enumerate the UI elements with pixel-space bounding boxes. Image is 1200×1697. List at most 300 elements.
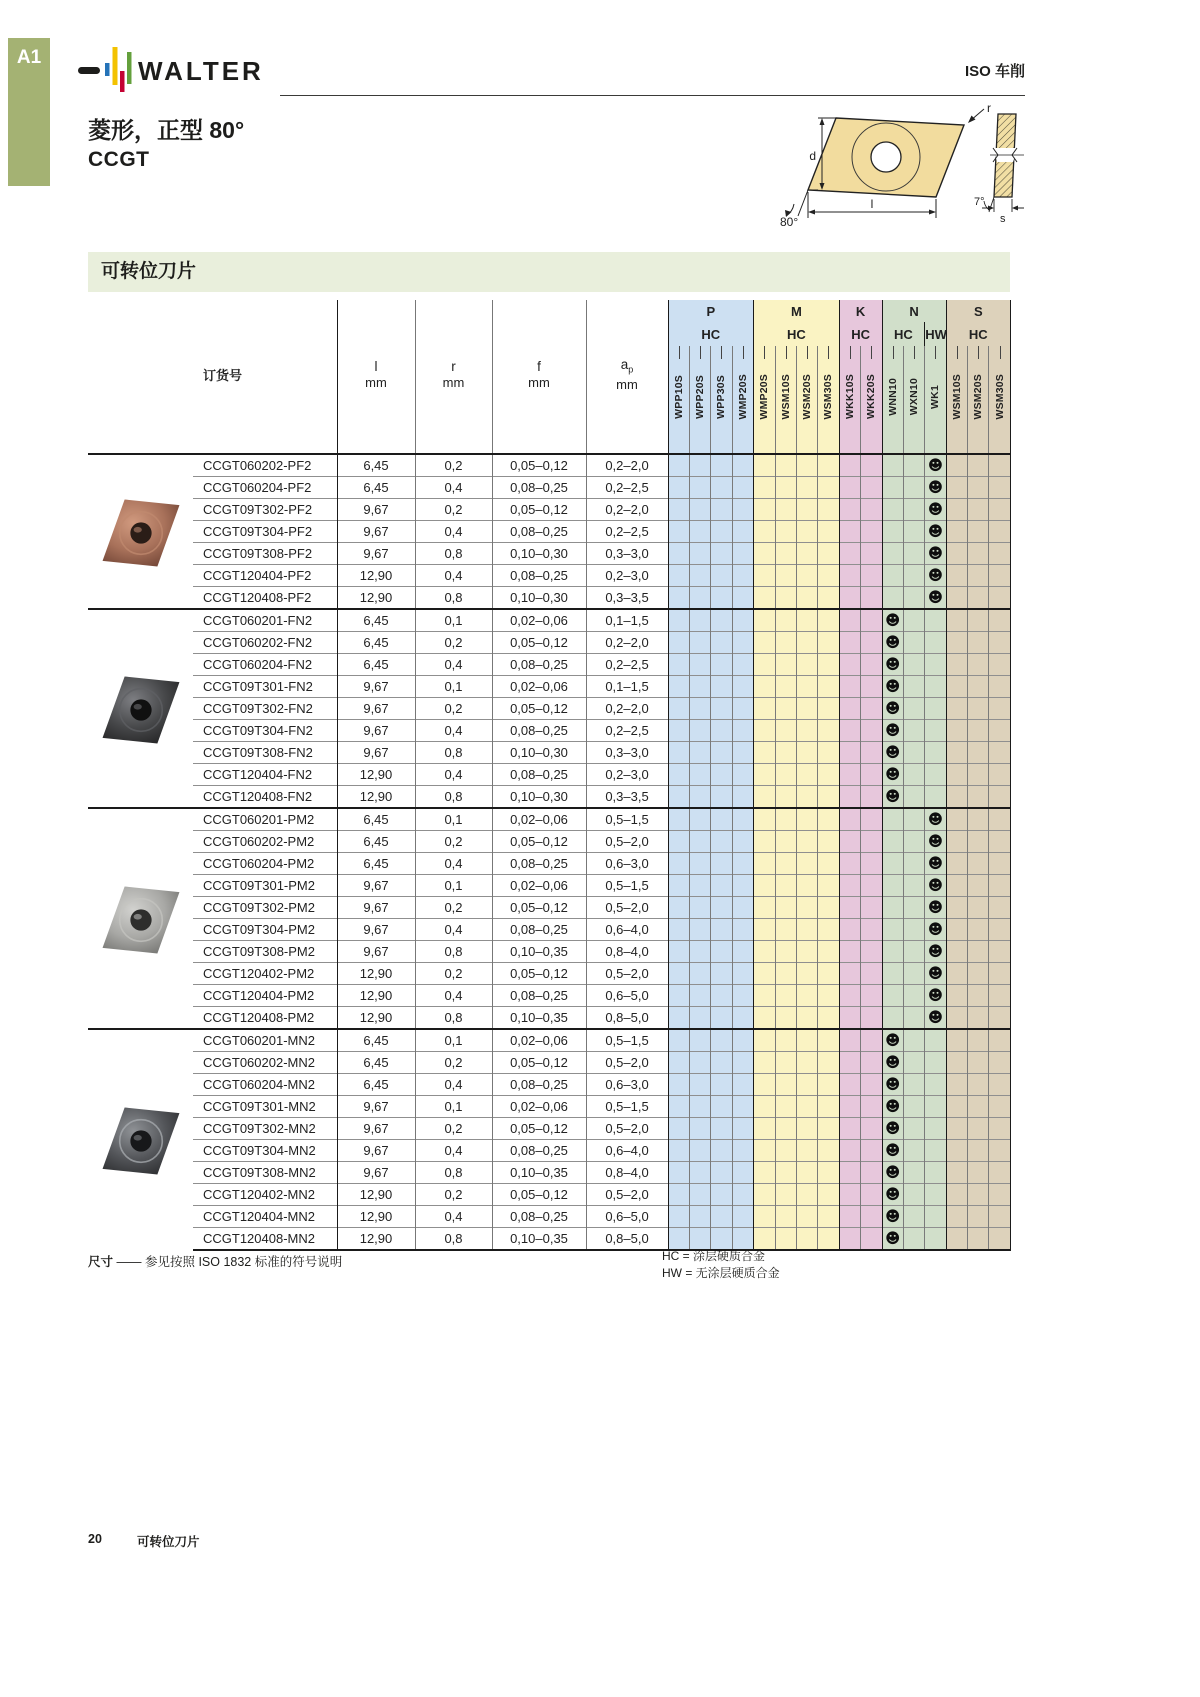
- header-tick: [743, 346, 744, 359]
- grade-cell: [689, 1029, 710, 1052]
- grade-cell: [861, 698, 882, 720]
- grade-cell: [925, 985, 946, 1007]
- grade-cell: [861, 1029, 882, 1052]
- grade-cell: [754, 897, 775, 919]
- grade-cell: [796, 632, 817, 654]
- grade-cell: [754, 875, 775, 897]
- grade-cell: [861, 897, 882, 919]
- first-choice-smiley-icon: ☻: [927, 855, 944, 872]
- dimension-cell-l: 9,67: [337, 1162, 415, 1184]
- grade-cell: [946, 1096, 967, 1118]
- grade-cell: [968, 1029, 989, 1052]
- grade-cell: [925, 919, 946, 941]
- grade-cell: [968, 941, 989, 963]
- logo-bar-blue: [105, 63, 110, 76]
- grade-cell: [925, 764, 946, 786]
- page-subtitle: CCGT: [88, 148, 150, 171]
- grade-cell: [754, 587, 775, 610]
- grade-cell: [732, 1074, 753, 1096]
- grade-cell: [903, 985, 924, 1007]
- grade-cell: [775, 1228, 796, 1251]
- grade-cell: [882, 1118, 903, 1140]
- dimension-cell-l: 6,45: [337, 454, 415, 477]
- header-tick: [764, 346, 765, 359]
- dimension-cell-l: 9,67: [337, 742, 415, 764]
- grade-cell: [775, 742, 796, 764]
- dimension-cell-l: 9,67: [337, 941, 415, 963]
- grade-cell: [925, 853, 946, 875]
- grade-cell: [946, 808, 967, 831]
- first-choice-smiley-icon: ☻: [885, 1164, 901, 1181]
- header-tick: [871, 346, 872, 359]
- grade-cell: [968, 1052, 989, 1074]
- grade-cell: [711, 609, 732, 632]
- grade-cell: [968, 897, 989, 919]
- grade-cell: [968, 632, 989, 654]
- grade-cell: [882, 919, 903, 941]
- grade-cell: [968, 1074, 989, 1096]
- grade-cell: [711, 654, 732, 676]
- grade-cell: [711, 676, 732, 698]
- grade-cell: [861, 1206, 882, 1228]
- grade-cell: [839, 565, 860, 587]
- grade-cell: [668, 587, 689, 610]
- grade-cell: [668, 919, 689, 941]
- grade-cell: [946, 1140, 967, 1162]
- dimension-cell-l: 9,67: [337, 1140, 415, 1162]
- param-header-l: l mm: [337, 300, 415, 454]
- first-choice-smiley-icon: ☻: [885, 722, 901, 739]
- product-code-cell: CCGT060202-PF2: [193, 454, 337, 477]
- grade-label: WMP20S: [758, 373, 771, 420]
- grade-cell: [968, 1096, 989, 1118]
- walter-logo-graphic: [78, 44, 263, 96]
- grade-cell: [925, 565, 946, 587]
- dimension-cell-f: 0,10–0,30: [492, 742, 586, 764]
- grade-cell: [903, 477, 924, 499]
- grade-cell: [861, 587, 882, 610]
- grade-cell: [732, 587, 753, 610]
- grade-cell: [818, 1184, 839, 1206]
- dimension-cell-l: 6,45: [337, 808, 415, 831]
- grade-label: WNN10: [886, 377, 899, 416]
- grade-cell: [839, 609, 860, 632]
- grade-cell: [989, 499, 1010, 521]
- table-row: [88, 853, 1010, 875]
- dimension-cell-ap: 0,2–2,5: [586, 654, 668, 676]
- table-row: [88, 676, 1010, 698]
- param-header-a: $a_p$ mm: [586, 300, 668, 454]
- grade-cell: [775, 764, 796, 786]
- product-code-cell: CCGT09T308-FN2: [193, 742, 337, 764]
- grade-cell: [711, 1007, 732, 1030]
- grade-cell: [946, 875, 967, 897]
- dimension-cell-l: 12,90: [337, 587, 415, 610]
- grade-cell: [818, 720, 839, 742]
- grade-cell: [968, 454, 989, 477]
- grade-cell: [732, 985, 753, 1007]
- order-code-header: 订货号: [193, 300, 337, 454]
- grade-cell: [775, 499, 796, 521]
- grade-cell: [839, 764, 860, 786]
- grade-cell: [689, 698, 710, 720]
- grade-cell: [754, 477, 775, 499]
- grade-cell: [818, 609, 839, 632]
- grade-cell: [668, 543, 689, 565]
- grade-cell: [861, 919, 882, 941]
- grade-cell: [968, 831, 989, 853]
- grade-cell: [689, 1007, 710, 1030]
- grade-cell: [775, 477, 796, 499]
- grade-cell: [989, 742, 1010, 764]
- grade-cell: [689, 499, 710, 521]
- grade-cell: [989, 1118, 1010, 1140]
- grade-cell: [903, 1007, 924, 1030]
- grade-cell: [882, 808, 903, 831]
- dimension-cell-r: 0,2: [415, 1118, 492, 1140]
- dimension-cell-l: 9,67: [337, 1096, 415, 1118]
- grade-cell: [818, 1052, 839, 1074]
- grade-label: WSM10S: [779, 373, 792, 420]
- first-choice-smiley-icon: ☻: [885, 700, 901, 717]
- grade-cell: [711, 1140, 732, 1162]
- grade-cell: [903, 565, 924, 587]
- dimension-cell-l: 9,67: [337, 897, 415, 919]
- insert-photo-cell: [88, 609, 193, 808]
- dimension-cell-l: 12,90: [337, 1228, 415, 1251]
- dimension-cell-l: 12,90: [337, 963, 415, 985]
- grade-column-header: [989, 346, 1010, 454]
- grade-cell: [711, 764, 732, 786]
- grade-cell: [882, 985, 903, 1007]
- table-row: [88, 875, 1010, 897]
- dimension-cell-r: 0,4: [415, 720, 492, 742]
- dimension-cell-ap: 0,2–2,5: [586, 720, 668, 742]
- product-code-cell: CCGT120404-PF2: [193, 565, 337, 587]
- first-choice-smiley-icon: ☻: [885, 1076, 901, 1093]
- dimension-cell-r: 0,4: [415, 1206, 492, 1228]
- grade-cell: [711, 698, 732, 720]
- grade-cell: [861, 985, 882, 1007]
- dimension-cell-r: 0,8: [415, 742, 492, 764]
- grade-cell: [968, 1162, 989, 1184]
- grade-cell: [861, 521, 882, 543]
- walter-wordmark: WALTER: [138, 56, 263, 86]
- grade-cell: [732, 1228, 753, 1251]
- walter-logo: [78, 44, 263, 101]
- grade-cell: [968, 565, 989, 587]
- page-title: 菱形，正型 80°: [88, 117, 245, 143]
- dimension-cell-r: 0,4: [415, 521, 492, 543]
- grade-cell: [732, 1140, 753, 1162]
- first-choice-smiley-icon: ☻: [927, 899, 944, 916]
- first-choice-smiley-icon: ☻: [927, 545, 944, 562]
- grade-label: WKK20S: [865, 374, 878, 419]
- first-choice-smiley-icon: ☻: [927, 987, 944, 1004]
- grade-cell: [882, 941, 903, 963]
- grade-cell: [989, 477, 1010, 499]
- dimension-cell-f: 0,08–0,25: [492, 853, 586, 875]
- dimension-cell-l: 9,67: [337, 698, 415, 720]
- grade-cell: [754, 654, 775, 676]
- dimension-cell-l: 12,90: [337, 1007, 415, 1030]
- dimension-cell-f: 0,08–0,25: [492, 1140, 586, 1162]
- grade-cell: [903, 742, 924, 764]
- dimension-cell-r: 0,8: [415, 1162, 492, 1184]
- grade-cell: [711, 499, 732, 521]
- grade-cell: [925, 808, 946, 831]
- grade-cell: [861, 499, 882, 521]
- grade-cell: [796, 454, 817, 477]
- grade-cell: [882, 720, 903, 742]
- grade-cell: [796, 1074, 817, 1096]
- dimension-cell-f: 0,10–0,35: [492, 1007, 586, 1030]
- grade-cell: [839, 941, 860, 963]
- product-code-cell: CCGT060201-MN2: [193, 1029, 337, 1052]
- grade-cell: [732, 831, 753, 853]
- grade-cell: [711, 875, 732, 897]
- grade-cell: [903, 831, 924, 853]
- grade-cell: [968, 808, 989, 831]
- grade-cell: [754, 853, 775, 875]
- grade-cell: [925, 1228, 946, 1251]
- dimension-cell-r: 0,4: [415, 654, 492, 676]
- grade-cell: [775, 543, 796, 565]
- first-choice-smiley-icon: ☻: [885, 1230, 901, 1247]
- grade-cell: [732, 565, 753, 587]
- dimension-cell-ap: 0,5–1,5: [586, 1029, 668, 1052]
- grade-column-header: [882, 346, 903, 454]
- hw-note: HW = 无涂层硬质合金: [662, 1266, 780, 1280]
- header-tick: [850, 346, 851, 359]
- first-choice-smiley-icon: ☻: [885, 634, 901, 651]
- grade-cell: [818, 543, 839, 565]
- grade-cell: [711, 1118, 732, 1140]
- grade-cell: [968, 1118, 989, 1140]
- grade-cell: [925, 1007, 946, 1030]
- grade-cell: [968, 786, 989, 809]
- dimension-cell-l: 6,45: [337, 609, 415, 632]
- dimension-cell-r: 0,8: [415, 786, 492, 809]
- grade-cell: [861, 1052, 882, 1074]
- first-choice-smiley-icon: ☻: [885, 1186, 901, 1203]
- grade-cell: [689, 808, 710, 831]
- dimension-cell-f: 0,08–0,25: [492, 985, 586, 1007]
- grade-cell: [775, 676, 796, 698]
- table-row: [88, 941, 1010, 963]
- grade-cell: [689, 565, 710, 587]
- grade-cell: [882, 1140, 903, 1162]
- grade-cell: [732, 1206, 753, 1228]
- first-choice-smiley-icon: ☻: [885, 678, 901, 695]
- grade-cell: [818, 654, 839, 676]
- grade-cell: [754, 963, 775, 985]
- grade-cell: [775, 897, 796, 919]
- grade-label: WSM20S: [801, 373, 814, 420]
- table-row: [88, 897, 1010, 919]
- header-category: ISO 车削: [964, 63, 1025, 80]
- grade-label: WMP20S: [736, 373, 749, 420]
- grade-cell: [903, 941, 924, 963]
- grade-cell: [989, 1052, 1010, 1074]
- grade-cell: [925, 543, 946, 565]
- dimension-cell-f: 0,08–0,25: [492, 565, 586, 587]
- param-header-f: f mm: [492, 300, 586, 454]
- grade-cell: [903, 499, 924, 521]
- grade-cell: [818, 565, 839, 587]
- grade-cell: [775, 1029, 796, 1052]
- grade-cell: [668, 941, 689, 963]
- first-choice-smiley-icon: ☻: [885, 656, 901, 673]
- grade-cell: [796, 543, 817, 565]
- grade-cell: [711, 941, 732, 963]
- grade-cell: [882, 1096, 903, 1118]
- grade-cell: [754, 698, 775, 720]
- grade-cell: [882, 853, 903, 875]
- dimension-cell-f: 0,10–0,35: [492, 1228, 586, 1251]
- grade-cell: [946, 720, 967, 742]
- grade-cell: [711, 454, 732, 477]
- grade-cell: [668, 720, 689, 742]
- dimension-cell-ap: 0,3–3,0: [586, 742, 668, 764]
- grade-cell: [668, 632, 689, 654]
- grade-cell: [903, 1162, 924, 1184]
- dimension-cell-r: 0,2: [415, 454, 492, 477]
- grade-cell: [925, 831, 946, 853]
- table-row: [88, 1162, 1010, 1184]
- grade-cell: [861, 875, 882, 897]
- grade-cell: [925, 963, 946, 985]
- grade-cell: [989, 632, 1010, 654]
- grade-cell: [989, 919, 1010, 941]
- grade-cell: [903, 963, 924, 985]
- dimension-cell-r: 0,4: [415, 985, 492, 1007]
- dimension-cell-r: 0,2: [415, 1184, 492, 1206]
- grade-cell: [668, 1228, 689, 1251]
- grade-cell: [839, 632, 860, 654]
- dimension-cell-ap: 0,6–5,0: [586, 985, 668, 1007]
- grade-cell: [861, 1228, 882, 1251]
- grade-cell: [989, 853, 1010, 875]
- grade-cell: [796, 853, 817, 875]
- grade-label: WKK10S: [843, 374, 856, 419]
- grade-cell: [989, 1096, 1010, 1118]
- grade-cell: [882, 477, 903, 499]
- table-row: [88, 764, 1010, 786]
- dimension-cell-ap: 0,2–2,0: [586, 698, 668, 720]
- grade-cell: [689, 853, 710, 875]
- grade-cell: [882, 521, 903, 543]
- dimension-cell-f: 0,02–0,06: [492, 808, 586, 831]
- grade-cell: [839, 1052, 860, 1074]
- inserts-table: [88, 300, 1011, 1251]
- grade-cell: [775, 919, 796, 941]
- first-choice-smiley-icon: ☻: [885, 744, 901, 761]
- grade-cell: [968, 521, 989, 543]
- grade-cell: [775, 454, 796, 477]
- grade-cell: [775, 786, 796, 809]
- grade-cell: [668, 477, 689, 499]
- grade-cell: [754, 543, 775, 565]
- product-code-cell: CCGT060201-FN2: [193, 609, 337, 632]
- grade-cell: [882, 1074, 903, 1096]
- dimension-cell-f: 0,08–0,25: [492, 654, 586, 676]
- dimension-cell-ap: 0,2–3,0: [586, 764, 668, 786]
- grade-cell: [796, 1140, 817, 1162]
- table-row: [88, 1096, 1010, 1118]
- grade-cell: [732, 454, 753, 477]
- grade-cell: [775, 853, 796, 875]
- grade-cell: [903, 632, 924, 654]
- grade-label: WPP20S: [694, 374, 707, 419]
- first-choice-smiley-icon: ☻: [885, 1142, 901, 1159]
- grade-cell: [946, 1162, 967, 1184]
- grade-cell: [861, 565, 882, 587]
- grade-cell: [946, 565, 967, 587]
- grade-cell: [903, 609, 924, 632]
- grade-cell: [839, 676, 860, 698]
- dimension-cell-r: 0,4: [415, 1140, 492, 1162]
- grade-column-header: [689, 346, 710, 454]
- product-code-cell: CCGT09T301-PM2: [193, 875, 337, 897]
- grade-cell: [796, 985, 817, 1007]
- grade-cell: [861, 1162, 882, 1184]
- grade-cell: [754, 1140, 775, 1162]
- grade-cell: [861, 764, 882, 786]
- dimension-cell-f: 0,08–0,25: [492, 720, 586, 742]
- dimension-cell-ap: 0,2–2,0: [586, 499, 668, 521]
- product-code-cell: CCGT120404-MN2: [193, 1206, 337, 1228]
- dimension-cell-f: 0,02–0,06: [492, 1029, 586, 1052]
- grade-cell: [689, 654, 710, 676]
- hc-note: HC = 涂层硬质合金: [662, 1249, 766, 1263]
- dimension-cell-l: 9,67: [337, 521, 415, 543]
- product-code-cell: CCGT09T308-PF2: [193, 543, 337, 565]
- grade-cell: [775, 831, 796, 853]
- grade-cell: [818, 786, 839, 809]
- grade-cell: [754, 985, 775, 1007]
- table-row: [88, 1074, 1010, 1096]
- dimension-cell-ap: 0,6–5,0: [586, 1206, 668, 1228]
- grade-cell: [882, 897, 903, 919]
- grade-cell: [732, 499, 753, 521]
- grade-cell: [732, 1184, 753, 1206]
- grade-cell: [989, 720, 1010, 742]
- grade-cell: [711, 808, 732, 831]
- dimension-cell-l: 6,45: [337, 1029, 415, 1052]
- grade-cell: [946, 764, 967, 786]
- table-row: [88, 477, 1010, 499]
- grade-cell: [925, 1206, 946, 1228]
- dimension-cell-f: 0,02–0,06: [492, 609, 586, 632]
- product-code-cell: CCGT120408-FN2: [193, 786, 337, 809]
- grade-cell: [882, 543, 903, 565]
- grade-cell: [882, 609, 903, 632]
- grade-cell: [882, 1162, 903, 1184]
- grade-cell: [882, 565, 903, 587]
- dimension-cell-l: 6,45: [337, 477, 415, 499]
- insert-photo-image: [99, 1105, 183, 1177]
- grade-cell: [861, 1184, 882, 1206]
- table-header-row-groups: [88, 300, 1010, 322]
- product-code-cell: CCGT060204-PF2: [193, 477, 337, 499]
- grade-cell: [882, 632, 903, 654]
- product-code-cell: CCGT120402-MN2: [193, 1184, 337, 1206]
- grade-cell: [989, 1228, 1010, 1251]
- grade-cell: [754, 1162, 775, 1184]
- grade-cell: [861, 543, 882, 565]
- grade-cell: [668, 1029, 689, 1052]
